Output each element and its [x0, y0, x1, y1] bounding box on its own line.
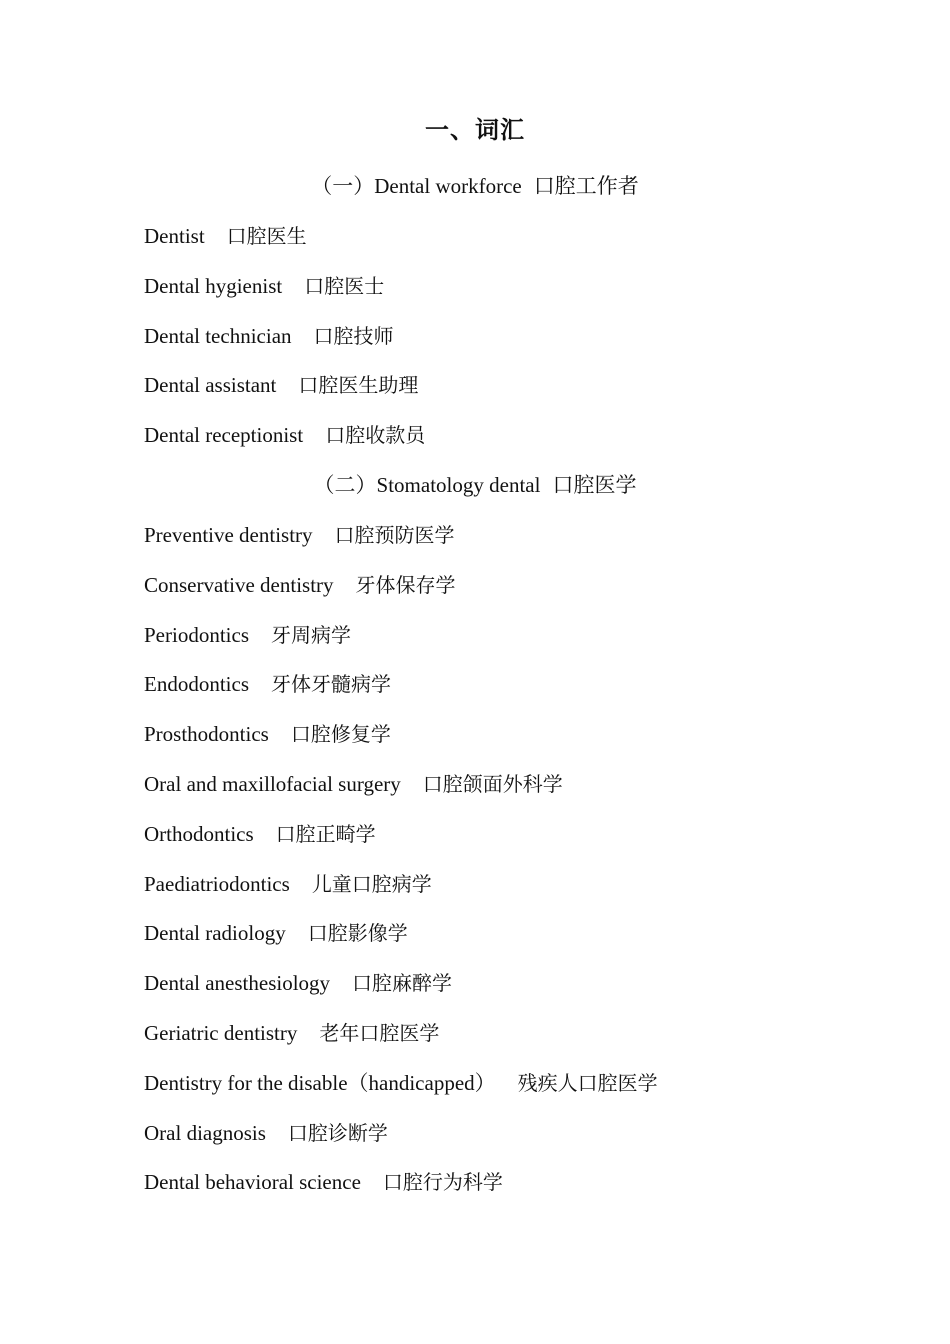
term-english: Paediatriodontics [144, 871, 290, 896]
term-row [144, 669, 658, 719]
term-row [144, 520, 658, 570]
term-chinese: 口腔预防医学 [334, 523, 455, 547]
term-chinese: 口腔医生 [226, 224, 307, 248]
term-english: Oral diagnosis [144, 1120, 266, 1145]
term-english: Dental behavioral science [144, 1170, 361, 1195]
term-row [144, 1018, 658, 1068]
term-row [144, 1118, 658, 1168]
term-english: Endodontics [144, 672, 249, 697]
term-chinese: 牙体牙髓病学 [271, 672, 391, 697]
term-chinese: 口腔技师 [313, 323, 394, 348]
term-row [144, 819, 658, 869]
term-english: Dental hygienist [144, 273, 283, 298]
term-chinese: 牙体保存学 [355, 572, 456, 597]
term-row [144, 1167, 658, 1217]
term-english: Oral and maxillofacial surgery [144, 771, 401, 796]
section-heading-chinese: 口腔医学 [552, 473, 637, 497]
term-english: Dental assistant [144, 373, 277, 398]
term-row [144, 918, 658, 968]
term-english: Periodontics [144, 622, 249, 647]
section-heading-dental-workforce [0, 171, 950, 201]
term-row [144, 869, 658, 919]
section-heading-english: Stomatology dental [376, 473, 541, 497]
term-english: Preventive dentistry [144, 523, 313, 547]
term-chinese: 牙周病学 [271, 622, 351, 647]
term-english: Dental technician [144, 323, 292, 348]
term-row [144, 221, 425, 271]
term-chinese: 口腔行为科学 [382, 1170, 503, 1195]
term-chinese: 残疾人口腔医学 [517, 1070, 658, 1095]
term-row [144, 1068, 658, 1118]
term-row [144, 769, 658, 819]
section-heading-prefix: （一） [311, 174, 375, 198]
term-chinese: 口腔收款员 [325, 423, 426, 448]
term-row [144, 719, 658, 769]
term-row [144, 968, 658, 1018]
term-chinese: 口腔正畸学 [275, 821, 376, 846]
term-row [144, 620, 658, 670]
term-chinese: 口腔影像学 [307, 921, 408, 946]
term-row [144, 321, 425, 371]
term-row [144, 570, 658, 620]
page-title: 一、词汇 [425, 116, 525, 144]
term-chinese: 口腔颌面外科学 [422, 771, 563, 796]
term-english: Dentist [144, 224, 205, 248]
term-chinese: 儿童口腔病学 [311, 871, 432, 896]
term-chinese: 口腔诊断学 [287, 1120, 388, 1145]
term-row [144, 370, 425, 420]
term-english: Dental radiology [144, 921, 286, 946]
term-list-dental-workforce [144, 221, 425, 470]
term-english: Prosthodontics [144, 722, 269, 747]
term-english: Dental anesthesiology [144, 971, 331, 996]
term-english: Orthodontics [144, 821, 254, 846]
term-chinese: 口腔医生助理 [298, 373, 419, 398]
term-chinese: 口腔医士 [304, 273, 385, 298]
term-chinese: 口腔修复学 [290, 722, 391, 747]
section-heading-prefix: （二） [313, 473, 377, 497]
term-row [144, 271, 425, 321]
term-english: Conservative dentistry [144, 572, 334, 597]
section-heading-stomatology [0, 470, 950, 500]
term-english: Dentistry for the disable（handicapped） [144, 1070, 496, 1095]
section-heading-chinese: 口腔工作者 [533, 174, 639, 198]
term-english: Dental receptionist [144, 423, 304, 448]
term-english: Geriatric dentistry [144, 1020, 298, 1045]
term-list-stomatology [144, 520, 658, 1217]
term-row [144, 420, 425, 470]
section-heading-english: Dental workforce [374, 174, 522, 198]
term-chinese: 口腔麻醉学 [352, 971, 453, 996]
term-chinese: 老年口腔医学 [319, 1020, 440, 1045]
